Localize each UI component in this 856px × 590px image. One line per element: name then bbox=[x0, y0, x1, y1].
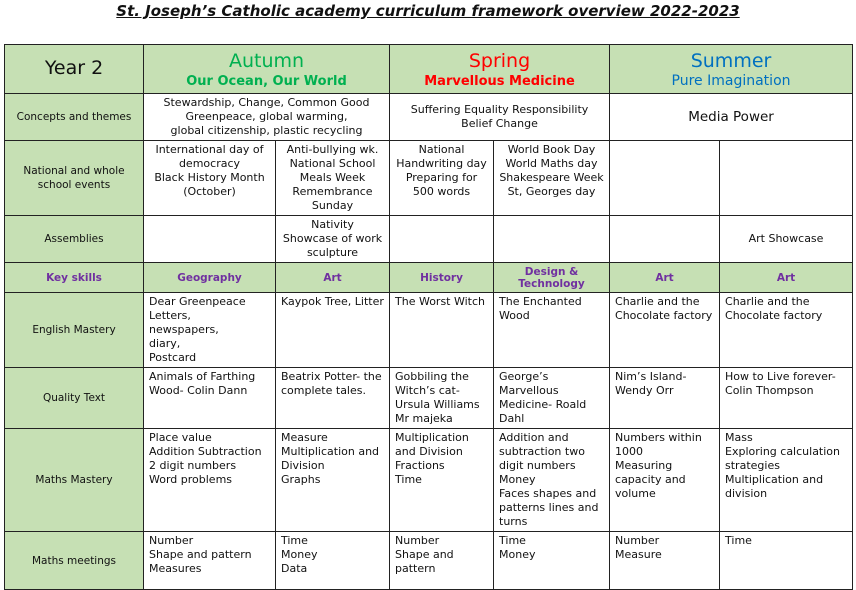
events-cell-5 bbox=[610, 141, 720, 216]
quality-cell-3: Gobbiling the Witch’s cat- Ursula Williams Mr majeka bbox=[390, 368, 494, 429]
concepts-summer: Media Power bbox=[610, 94, 853, 141]
maths-label: Maths Mastery bbox=[5, 429, 144, 532]
assemblies-cell-3 bbox=[390, 216, 494, 263]
concepts-spring: Suffering Equality Responsibility Belief Change bbox=[390, 94, 610, 141]
quality-cell-6: How to Live forever- Colin Thompson bbox=[720, 368, 853, 429]
concepts-row bbox=[5, 94, 853, 141]
maths-row bbox=[5, 429, 853, 532]
events-cell-6 bbox=[720, 141, 853, 216]
meetings-cell-3: Number Shape and pattern bbox=[390, 532, 494, 590]
assemblies-row bbox=[5, 216, 853, 263]
english-cell-4: The Enchanted Wood bbox=[494, 293, 610, 368]
summer-header bbox=[610, 45, 853, 94]
english-cell-2: Kaypok Tree, Litter bbox=[276, 293, 390, 368]
skills-cell-1: Geography bbox=[144, 263, 276, 293]
events-label: National and whole school events bbox=[5, 141, 144, 216]
assemblies-cell-6: Art Showcase bbox=[720, 216, 853, 263]
quality-row bbox=[5, 368, 853, 429]
concepts-label: Concepts and themes bbox=[5, 94, 144, 141]
quality-cell-1: Animals of Farthing Wood- Colin Dann bbox=[144, 368, 276, 429]
spring-season: Spring bbox=[468, 49, 531, 72]
assemblies-cell-2: Nativity Showcase of work sculpture bbox=[276, 216, 390, 263]
summer-season: Summer bbox=[690, 49, 772, 72]
quality-cell-5: Nim’s Island- Wendy Orr bbox=[610, 368, 720, 429]
meetings-label: Maths meetings bbox=[5, 532, 144, 590]
autumn-theme: Our Ocean, Our World bbox=[186, 73, 347, 89]
header-row bbox=[5, 45, 853, 94]
maths-cell-6: Mass Exploring calculation strategies Multiplication and division bbox=[720, 429, 853, 532]
year-label: Year 2 bbox=[5, 45, 144, 94]
quality-cell-4: George’s Marvellous Medicine- Roald Dahl bbox=[494, 368, 610, 429]
autumn-season: Autumn bbox=[228, 49, 305, 72]
concepts-autumn: Stewardship, Change, Common Good Greenpeace, global warming, global citizenship, plastic recycling bbox=[144, 94, 390, 141]
meetings-cell-1: Number Shape and pattern Measures bbox=[144, 532, 276, 590]
spring-theme: Marvellous Medicine bbox=[424, 73, 575, 89]
quality-cell-2: Beatrix Potter- the complete tales. bbox=[276, 368, 390, 429]
assemblies-cell-1 bbox=[144, 216, 276, 263]
skills-cell-4: Design & Technology bbox=[494, 263, 610, 293]
english-cell-5: Charlie and the Chocolate factory bbox=[610, 293, 720, 368]
english-cell-6: Charlie and the Chocolate factory bbox=[720, 293, 853, 368]
assemblies-cell-4 bbox=[494, 216, 610, 263]
maths-cell-1: Place value Addition Subtraction 2 digit numbers Word problems bbox=[144, 429, 276, 532]
summer-theme: Pure Imagination bbox=[671, 72, 791, 89]
english-label: English Mastery bbox=[5, 293, 144, 368]
events-cell-1: International day of democracy Black History Month (October) bbox=[144, 141, 276, 216]
meetings-cell-6: Time bbox=[720, 532, 853, 590]
events-cell-3: National Handwriting day Preparing for 500 words bbox=[390, 141, 494, 216]
english-cell-3: The Worst Witch bbox=[390, 293, 494, 368]
english-cell-1: Dear Greenpeace Letters, newspapers, diary, Postcard bbox=[144, 293, 276, 368]
curriculum-table bbox=[4, 44, 853, 590]
meetings-cell-5: Number Measure bbox=[610, 532, 720, 590]
meetings-cell-2: Time Money Data bbox=[276, 532, 390, 590]
english-row bbox=[5, 293, 853, 368]
quality-label: Quality Text bbox=[5, 368, 144, 429]
skills-cell-5: Art bbox=[610, 263, 720, 293]
maths-cell-5: Numbers within 1000 Measuring capacity and volume bbox=[610, 429, 720, 532]
page-title: St. Joseph’s Catholic academy curriculum framework overview 2022-2023 bbox=[116, 2, 740, 20]
meetings-cell-4: Time Money bbox=[494, 532, 610, 590]
events-row bbox=[5, 141, 853, 216]
maths-cell-2: Measure Multiplication and Division Graphs bbox=[276, 429, 390, 532]
events-cell-4: World Book Day World Maths day Shakespeare Week St, Georges day bbox=[494, 141, 610, 216]
skills-cell-3: History bbox=[390, 263, 494, 293]
maths-cell-3: Multiplication and Division Fractions Time bbox=[390, 429, 494, 532]
spring-header bbox=[390, 45, 610, 94]
skills-cell-6: Art bbox=[720, 263, 853, 293]
assemblies-label: Assemblies bbox=[5, 216, 144, 263]
skills-label: Key skills bbox=[5, 263, 144, 293]
events-cell-2: Anti-bullying wk. National School Meals Week Remembrance Sunday bbox=[276, 141, 390, 216]
autumn-header bbox=[144, 45, 390, 94]
skills-cell-2: Art bbox=[276, 263, 390, 293]
maths-cell-4: Addition and subtraction two digit numbers Money Faces shapes and patterns lines and turns bbox=[494, 429, 610, 532]
assemblies-cell-5 bbox=[610, 216, 720, 263]
skills-row bbox=[5, 263, 853, 293]
